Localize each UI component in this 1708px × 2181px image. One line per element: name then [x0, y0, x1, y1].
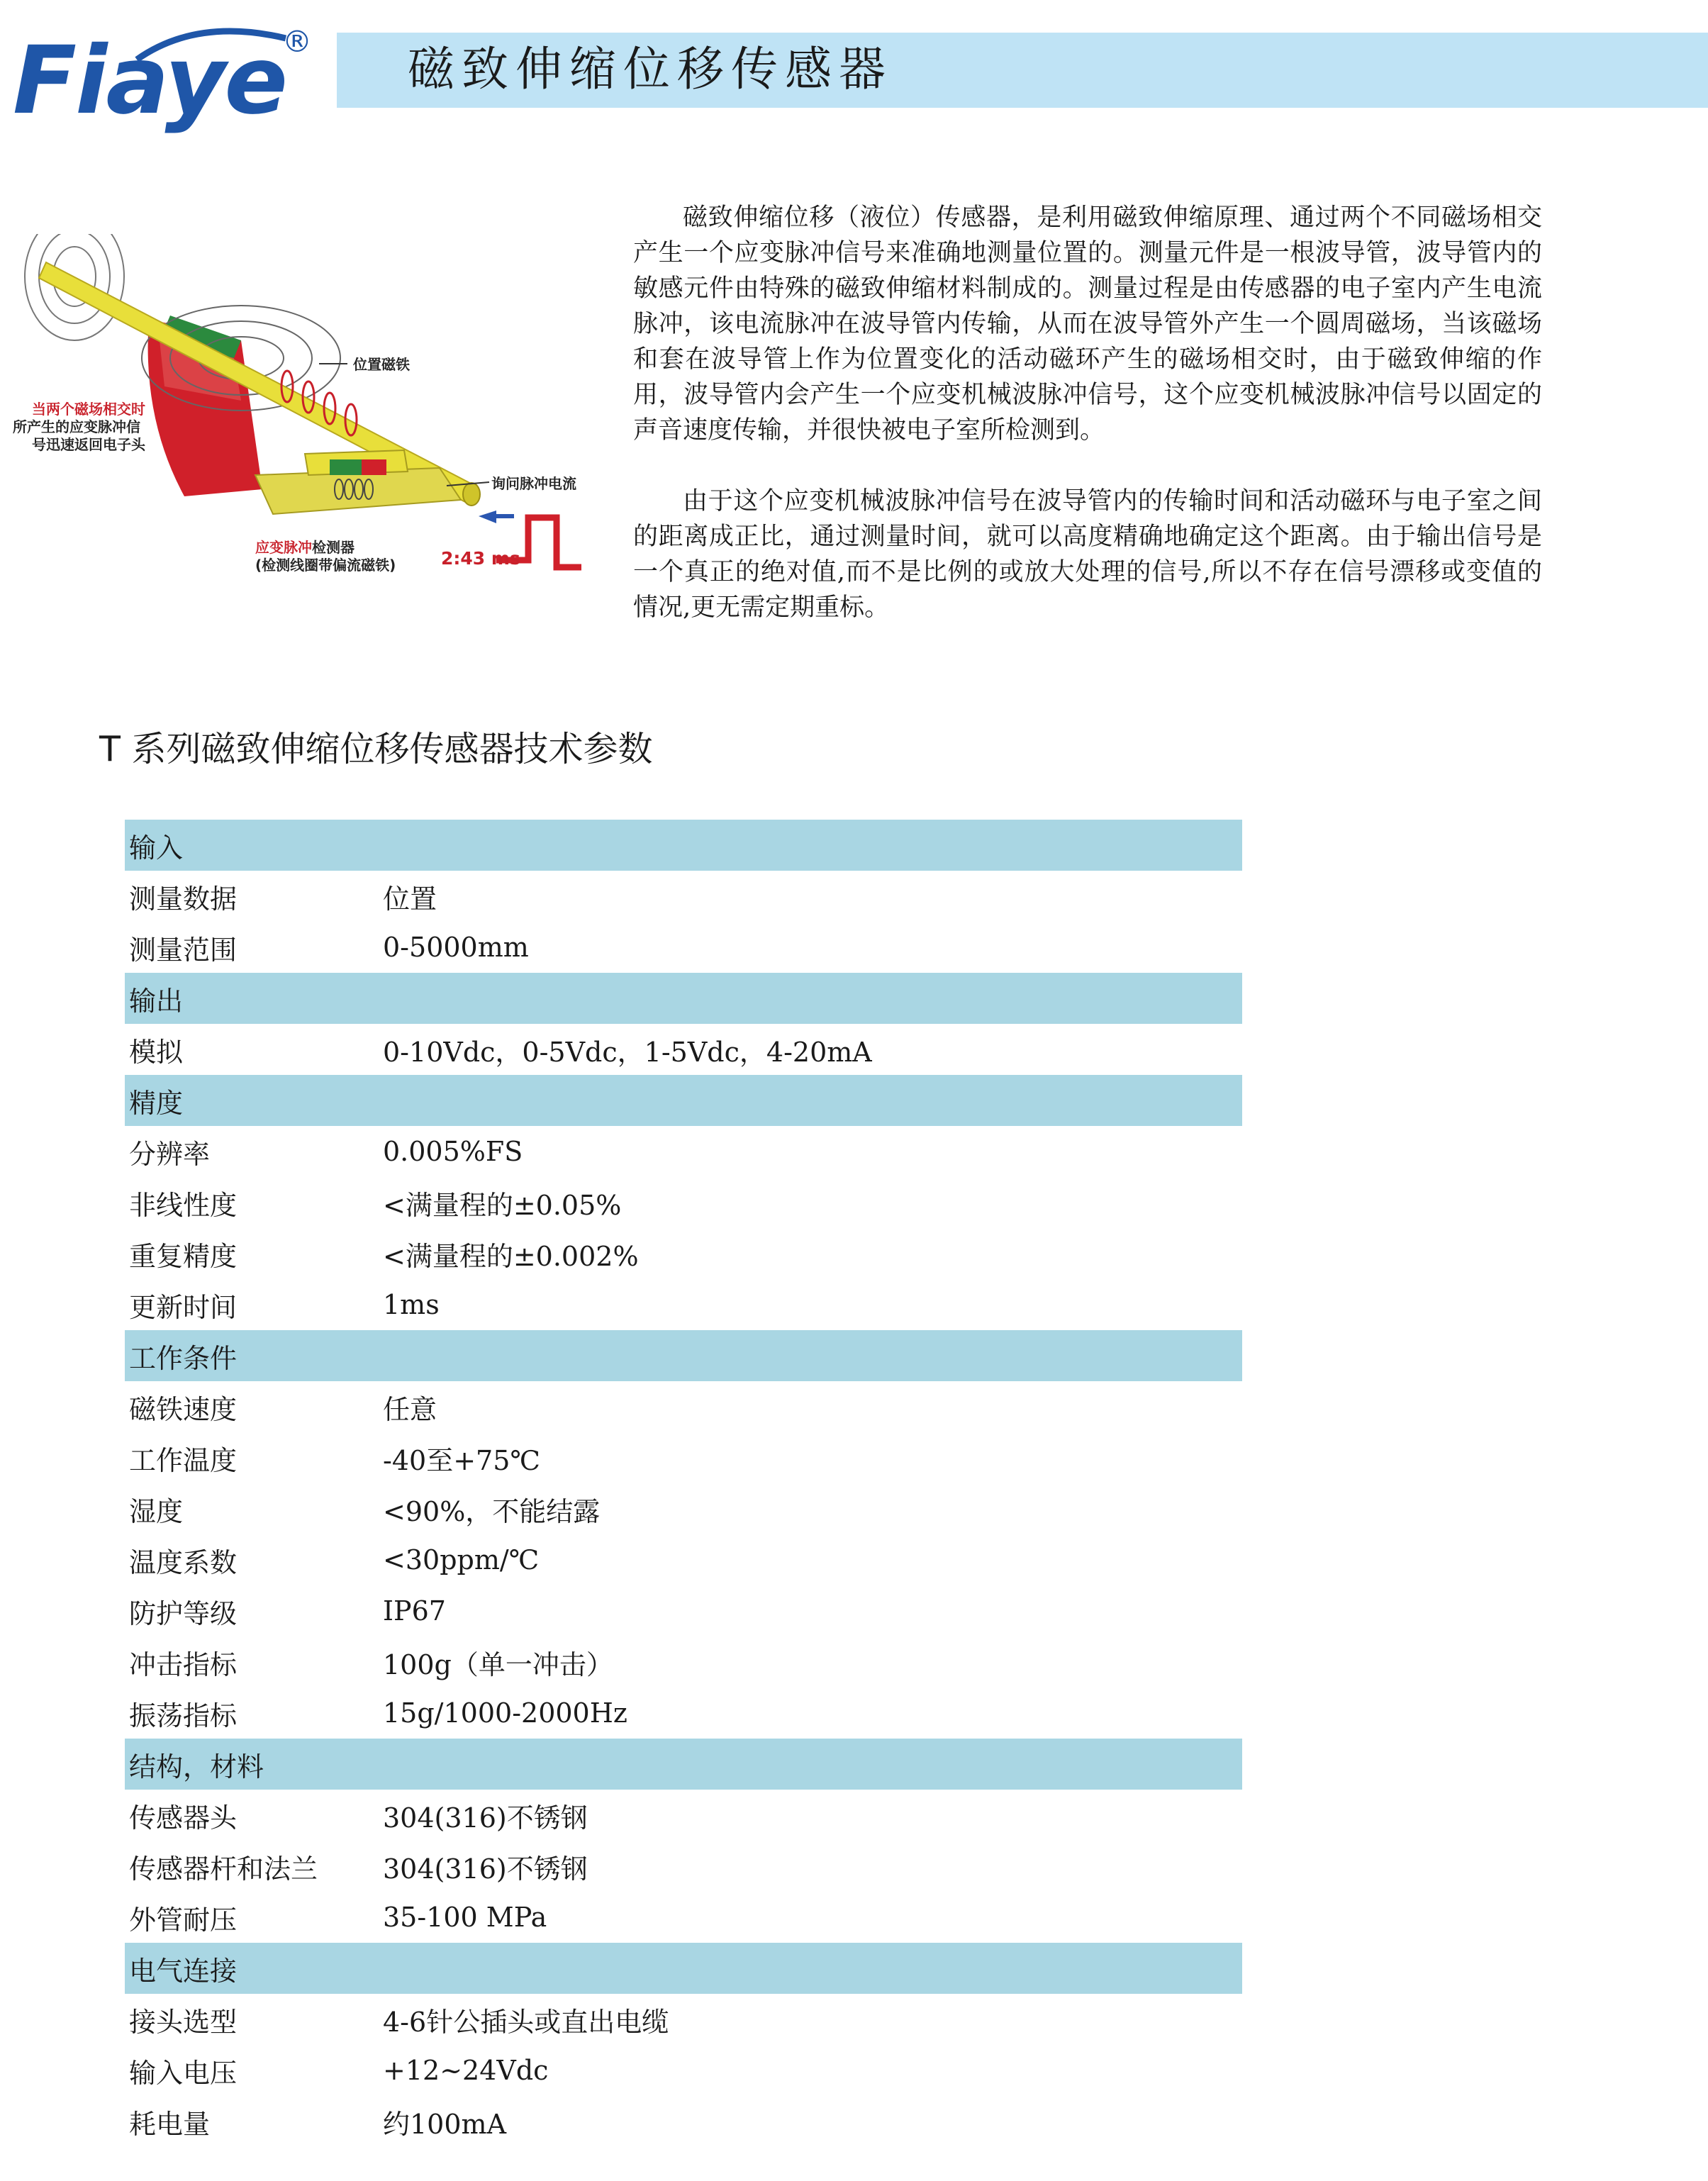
spec-key: 磁铁速度 — [129, 1393, 238, 1425]
spec-row — [125, 1381, 1242, 1432]
spec-key: 外管耐压 — [129, 1904, 238, 1936]
spec-row — [125, 1483, 1242, 1534]
spec-key: 温度系数 — [129, 1546, 238, 1578]
spec-key: 冲击指标 — [129, 1649, 238, 1680]
spec-value: 304(316)不锈钢 — [383, 1802, 588, 1834]
spec-value: <满量程的±0.05% — [383, 1189, 622, 1221]
spec-key: 输入电压 — [129, 2057, 238, 2089]
spec-value: 15g/1000-2000Hz — [383, 1697, 627, 1729]
spec-key: 传感器头 — [129, 1802, 238, 1834]
spec-key: 防护等级 — [129, 1597, 238, 1629]
spec-section-title: T 系列磁致伸缩位移传感器技术参数 — [99, 729, 653, 769]
title-bar — [337, 33, 1708, 108]
spec-group-title: 输出 — [129, 985, 184, 1017]
spec-value: 位置 — [383, 883, 437, 915]
spec-table — [125, 820, 1242, 2147]
spec-value: 100g（单一冲击） — [383, 1649, 613, 1680]
spec-row — [125, 1126, 1242, 1177]
spec-row — [125, 1279, 1242, 1330]
description — [633, 200, 1542, 625]
spec-key: 重复精度 — [129, 1240, 238, 1272]
spec-row — [125, 922, 1242, 973]
label-detector-line-2: (检测线圈带偏流磁铁) — [255, 557, 396, 574]
spec-group-title: 结构，材料 — [129, 1751, 264, 1783]
spec-row — [125, 1585, 1242, 1636]
spec-key: 工作温度 — [129, 1444, 238, 1476]
spec-row — [125, 1994, 1242, 2045]
spec-group-title: 输入 — [129, 832, 184, 864]
spec-row — [125, 871, 1242, 922]
spec-row — [125, 1432, 1242, 1483]
spec-row — [125, 1228, 1242, 1279]
spec-group-header — [125, 1075, 1242, 1126]
spec-row — [125, 2045, 1242, 2096]
label-return-line-1: 当两个磁场相交时 — [32, 401, 145, 418]
spec-value: 任意 — [383, 1393, 437, 1425]
logo-text: Fiaye — [13, 26, 286, 135]
spec-key: 测量范围 — [129, 934, 238, 966]
label-position-magnet: 位置磁铁 — [353, 356, 410, 373]
spec-group-header — [125, 1943, 1242, 1994]
spec-row — [125, 1790, 1242, 1841]
spec-row — [125, 1892, 1242, 1943]
spec-key: 接头选型 — [129, 2006, 238, 2038]
spec-group-header — [125, 1739, 1242, 1790]
spec-value: 0-10Vdc，0-5Vdc，1-5Vdc，4-20mA — [383, 1036, 872, 1068]
spec-group-title: 精度 — [129, 1087, 184, 1119]
spec-key: 分辨率 — [129, 1138, 211, 1170]
spec-value: 1ms — [383, 1289, 440, 1320]
label-interrogation-current: 询问脉冲电流 — [491, 475, 576, 492]
spec-row — [125, 1636, 1242, 1688]
spec-value: 约100mA — [383, 2108, 507, 2140]
spec-key: 湿度 — [129, 1495, 184, 1527]
spec-value: -40至+75℃ — [383, 1444, 540, 1476]
spec-key: 耗电量 — [129, 2108, 211, 2140]
spec-row — [125, 1177, 1242, 1228]
spec-group-header — [125, 1330, 1242, 1381]
spec-value: <90%，不能结露 — [383, 1495, 601, 1527]
spec-value: +12~24Vdc — [383, 2055, 549, 2086]
label-time: 2:43 ms — [441, 548, 520, 569]
spec-key: 振荡指标 — [129, 1700, 238, 1731]
spec-row — [125, 1841, 1242, 1892]
spec-key: 测量数据 — [129, 883, 238, 915]
spec-key: 模拟 — [129, 1036, 184, 1068]
label-return-line-3: 号迅速返回电子头 — [32, 436, 145, 453]
spec-row — [125, 1024, 1242, 1075]
spec-value: 304(316)不锈钢 — [383, 1853, 588, 1885]
spec-value: IP67 — [383, 1595, 446, 1627]
description-paragraph-2: 由于这个应变机械波脉冲信号在波导管内的传输时间和活动磁环与电子室之间的距离成正比，通过测量时间，就可以高度精确地确定这个距离。由于输出信号是一个真正的绝对值,而不是比例的或放大处理的信号,所以不存在信号漂移或变值的情况,更无需定期重标。 — [633, 487, 1542, 622]
spec-key: 更新时间 — [129, 1291, 238, 1323]
spec-group-title: 电气连接 — [129, 1955, 238, 1987]
brand-logo — [13, 21, 318, 135]
spec-value: <满量程的±0.002% — [383, 1240, 639, 1272]
spec-value: 0-5000mm — [383, 932, 529, 963]
spec-value: 4-6针公插头或直出电缆 — [383, 2006, 669, 2038]
spec-row — [125, 2096, 1242, 2147]
spec-row — [125, 1688, 1242, 1739]
spec-group-title: 工作条件 — [129, 1342, 238, 1374]
label-detector-strain: 应变脉冲 — [255, 539, 312, 556]
spec-value: 35-100 MPa — [383, 1902, 547, 1933]
spec-group-header — [125, 973, 1242, 1024]
spec-key: 传感器杆和法兰 — [129, 1853, 318, 1885]
sensor-diagram — [7, 234, 617, 603]
registered-mark: ® — [282, 24, 312, 59]
page-title: 磁致伸缩位移传感器 — [408, 42, 893, 96]
spec-value: <30ppm/℃ — [383, 1544, 540, 1575]
label-detector-line-1 — [255, 539, 355, 556]
label-return-line-2: 所产生的应变脉冲信 — [13, 418, 140, 435]
label-detector-word: 检测器 — [312, 539, 355, 556]
spec-group-header — [125, 820, 1242, 871]
spec-key: 非线性度 — [129, 1189, 238, 1221]
description-paragraph-1: 磁致伸缩位移（液位）传感器，是利用磁致伸缩原理、通过两个不同磁场相交产生一个应变脉冲信号来准确地测量位置的。测量元件是一根波导管，波导管内的敏感元件由特殊的磁致伸缩材料制成的。测量过程是由传感器的电子室内产生电流脉冲，该电流脉冲在波导管内传输，从而在波导管外产生一个圆周磁场，当该磁场和套在波导管上作为位置变化的活动磁环产生的磁场相交时，由于磁致伸缩的作用，波导管内会产生一个应变机械波脉冲信号，这个应变机械波脉冲信号以固定的声音速度传输，并很快被电子室所检测到。 — [633, 203, 1542, 445]
spec-value: 0.005%FS — [383, 1136, 523, 1167]
spec-row — [125, 1534, 1242, 1585]
